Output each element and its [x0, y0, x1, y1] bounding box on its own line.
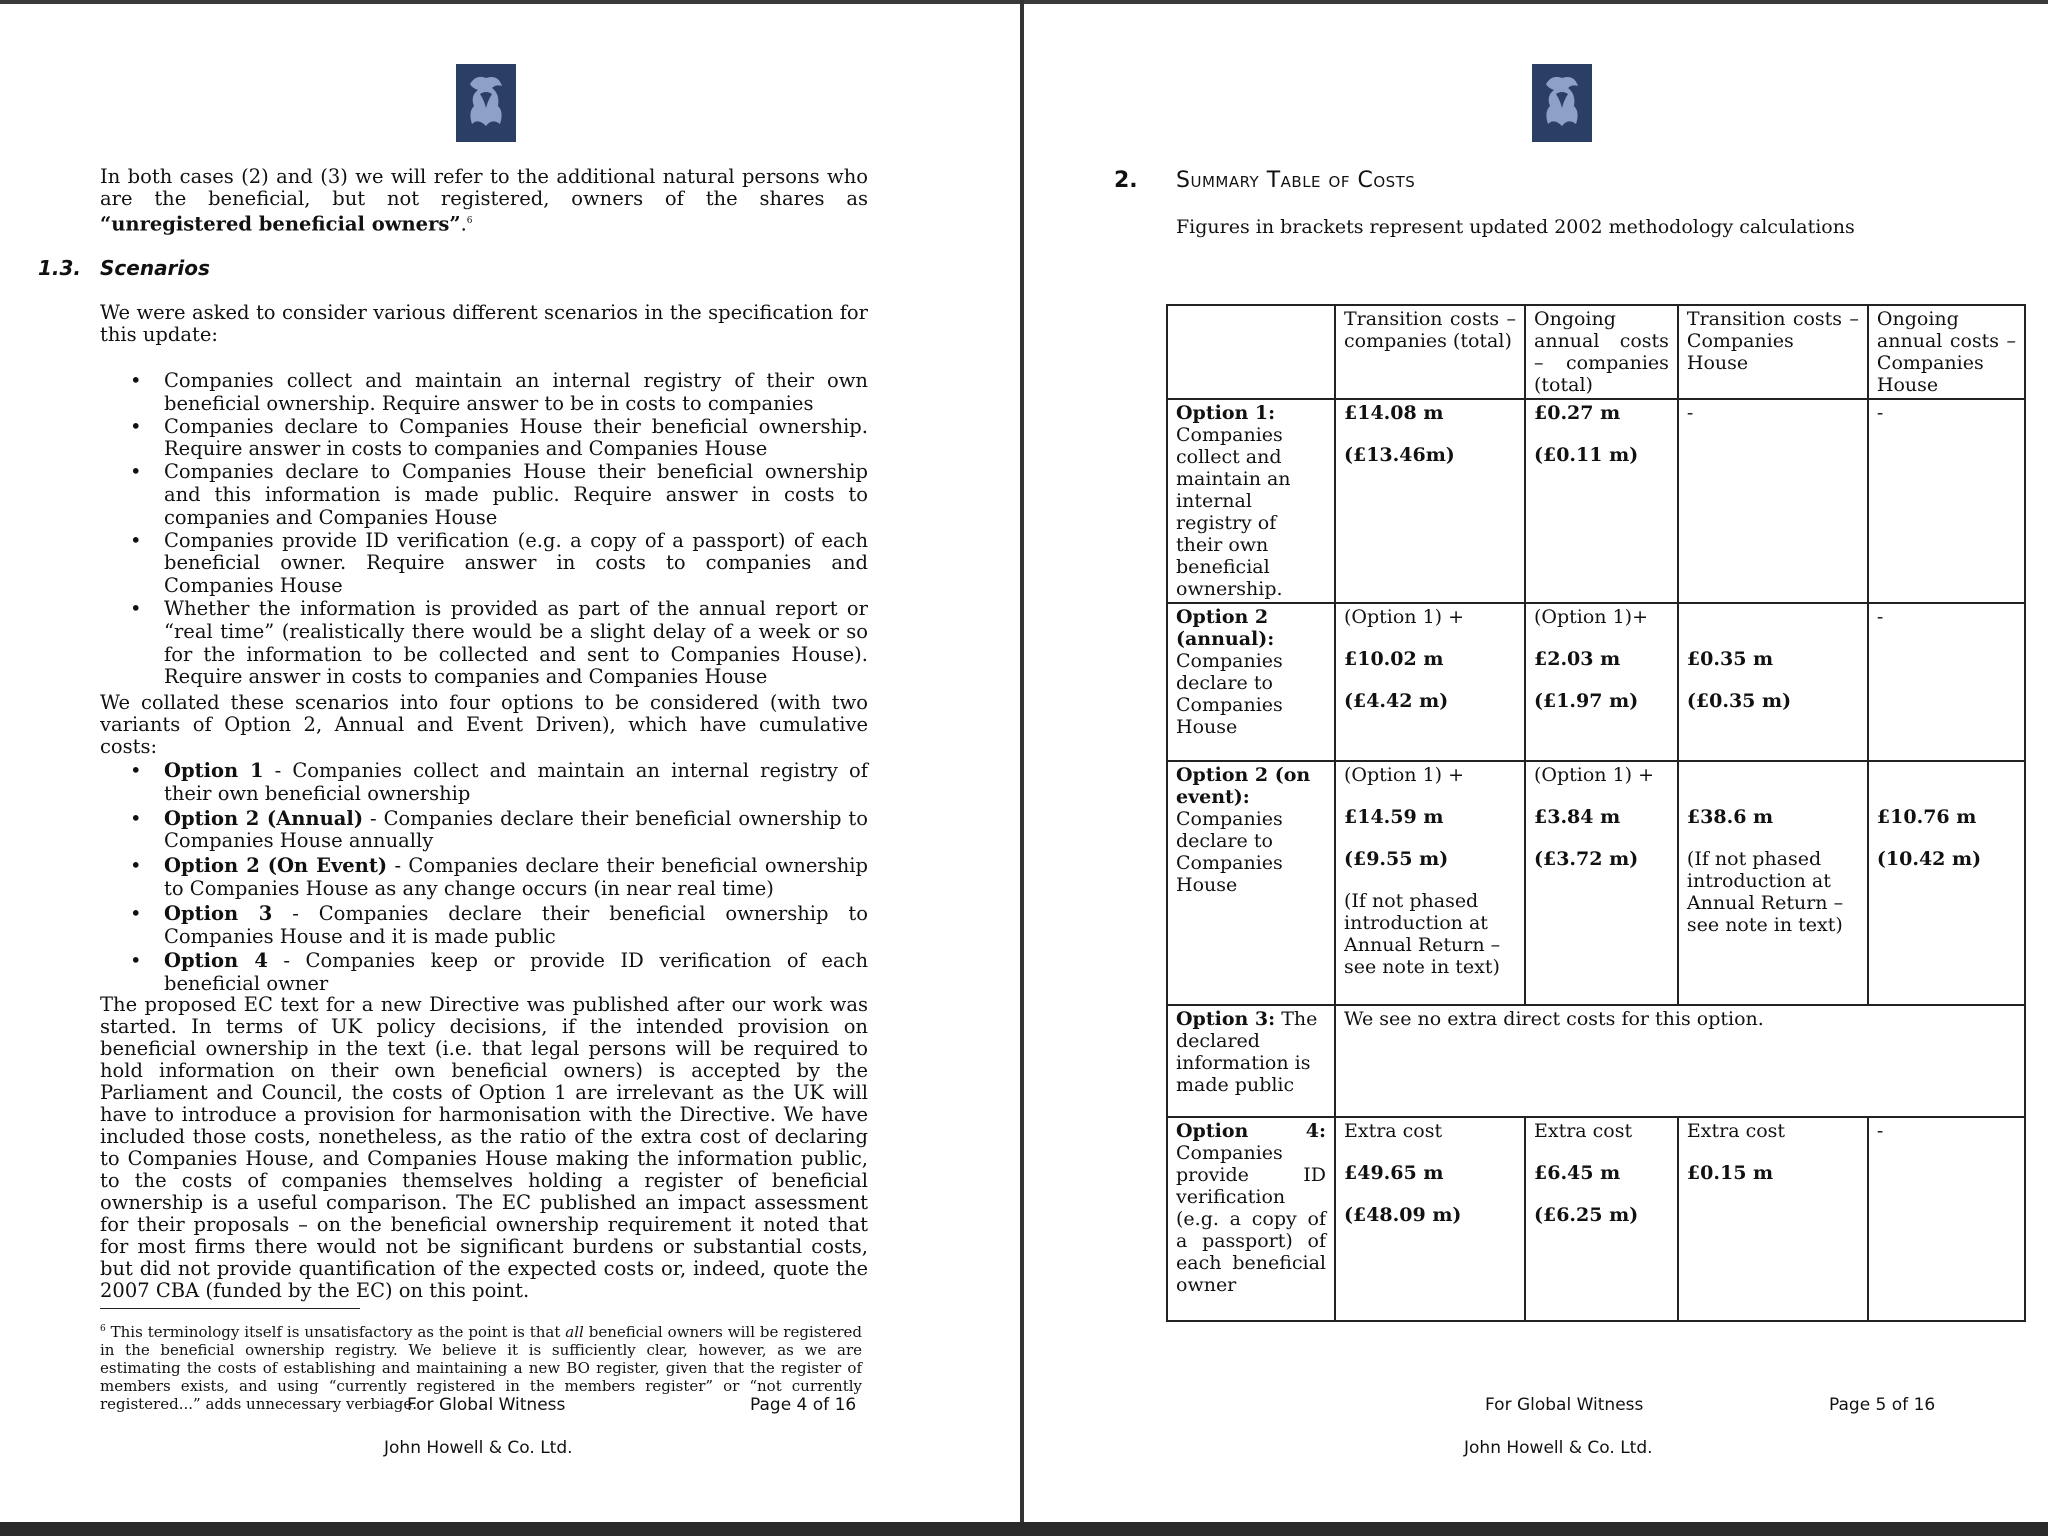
table-row	[1167, 761, 2025, 1005]
summary-costs-table	[1166, 304, 2026, 1322]
ec-text: The proposed EC text for a new Directive was published after our work was started. In terms of UK policy decisions, if the intended provision on beneficial ownership in the text (i.e. that legal persons will be required to hold information on their own beneficial owners) is accepted by the Parliament and Council, the costs of Option 1 are irrelevant as the UK will have to introduce a provision for harmonisation with the Directive. We have included those costs, nonetheless, as the ratio of the extra cost of declaring to Companies House, and Companies House making the information public, to the costs of companies themselves holding a register of beneficial ownership is a useful comparison. The EC published an impact assessment for their proposals – on the beneficial ownership requirement it noted that for most firms there would not be significant burdens or substantial costs, but did not provide quantification of the expected costs or, indeed, quote the 2007 CBA (funded by the EC) on this point.	[100, 993, 868, 1302]
table-cell: -	[1868, 399, 2025, 603]
document-page-5	[1024, 4, 2048, 1522]
asked-text: We were asked to consider various different scenarios in the specification for this update:	[100, 301, 868, 346]
table-header-cell: Ongoing annual costs – Companies House	[1868, 305, 2025, 399]
list-item: • Option 2 (Annual) - Companies declare their beneficial ownership to Companies House annually	[130, 806, 868, 853]
table-cell: Option 3: The declared information is made public	[1167, 1005, 1335, 1117]
crest-logo-icon	[456, 64, 516, 142]
table-cell: (Option 1) + £3.84 m (£3.72 m)	[1525, 761, 1678, 1005]
scenario-list	[100, 370, 868, 689]
option-list	[100, 760, 868, 998]
table-header-cell: Ongoing annual costs – companies (total)	[1525, 305, 1678, 399]
table-cell: Extra cost £0.15 m	[1678, 1117, 1868, 1321]
section-number: 1.3.	[38, 256, 82, 280]
list-item: • Option 1 - Companies collect and maintain an internal registry of their own beneficial ownership	[130, 759, 868, 805]
table-cell: Option 1: Companies collect and maintain an internal registry of their own beneficial ownership.	[1167, 399, 1335, 603]
table-row	[1167, 1005, 2025, 1117]
viewer-bottom-edge	[0, 1522, 2048, 1536]
section-number: 2.	[1114, 168, 1138, 193]
collated-text: We collated these scenarios into four options to be considered (with two variants of Option 2, Annual and Event Driven), which have cumulative costs:	[100, 691, 868, 758]
table-cell: (Option 1) + £10.02 m (£4.42 m)	[1335, 603, 1525, 761]
table-cell: Option 2 (on event): Companies declare to Companies House	[1167, 761, 1335, 1005]
table-cell: £38.6 m (If not phased introduction at Annual Return – see note in text)	[1678, 761, 1868, 1005]
table-header-cell	[1167, 305, 1335, 399]
table-cell: Extra cost £49.65 m (£48.09 m)	[1335, 1117, 1525, 1321]
intro-text: In both cases (2) and (3) we will refer to the additional natural persons who are the beneficial, but not registered, owners of the shares as	[100, 165, 868, 210]
table-cell: (Option 1)+ £2.03 m (£1.97 m)	[1525, 603, 1678, 761]
intro-bold-term: “unregistered beneficial owners”	[100, 212, 461, 236]
list-item: • Companies declare to Companies House their beneficial ownership. Require answer in costs to companies and Companies House	[130, 414, 868, 461]
table-cell: -	[1868, 1117, 2025, 1321]
table-cell: -	[1678, 399, 1868, 603]
asked-paragraph	[100, 302, 868, 346]
table-header-cell: Transition costs – Companies House	[1678, 305, 1868, 399]
table-row	[1167, 399, 2025, 603]
table-subtitle: Figures in brackets represent updated 2002 methodology calculations	[1176, 216, 1855, 238]
footer-company: John Howell & Co. Ltd.	[384, 1438, 573, 1458]
list-item: • Option 4 - Companies keep or provide ID verification of each beneficial owner	[130, 949, 869, 996]
table-cell: £0.27 m (£0.11 m)	[1525, 399, 1678, 603]
table-cell: Option 2 (annual): Companies declare to Companies House	[1167, 603, 1335, 761]
footer-page-number: Page 4 of 16	[750, 1395, 857, 1415]
footer-client: For Global Witness	[1485, 1395, 1644, 1415]
table-cell: -	[1868, 603, 2025, 761]
table-cell: Option 4: Companies provide ID verification (e.g. a copy of a passport) of each beneficial owner	[1167, 1117, 1335, 1321]
intro-paragraph	[100, 166, 868, 236]
table-header-row	[1167, 305, 2025, 399]
list-item: • Option 3 - Companies declare their beneficial ownership to Companies House and it is made public	[130, 901, 869, 948]
footnote: $^6$ This terminology itself is unsatisfactory as the point is that all beneficial owners will be registered in the beneficial ownership registry. We believe it is sufficiently clear, however, as we are estimating the costs of establishing and maintaining a new BO register, given that the register of members exists, and using “currently registered in the members register” or “not currently registered...” adds unnecessary verbiage.	[100, 1323, 862, 1413]
intro-text-end: .	[460, 212, 467, 236]
table-cell: (Option 1) + £14.59 m (£9.55 m) (If not phased introduction at Annual Return – see note in text)	[1335, 761, 1525, 1005]
footnote-divider	[100, 1308, 360, 1309]
table-cell: £10.76 m (10.42 m)	[1868, 761, 2025, 1005]
section-heading-scenarios	[38, 256, 210, 280]
table-cell: £14.08 m (£13.46m)	[1335, 399, 1525, 603]
footer-page-number: Page 5 of 16	[1829, 1395, 1936, 1415]
table-cell: £0.35 m (£0.35 m)	[1678, 603, 1868, 761]
footer-company: John Howell & Co. Ltd.	[1464, 1438, 1653, 1458]
table-row	[1167, 1117, 2025, 1321]
list-item: • Companies collect and maintain an internal registry of their own beneficial ownership. Require answer to be in costs to companies	[130, 369, 868, 415]
document-page-4	[0, 4, 1020, 1522]
section-heading-summary	[1114, 168, 1415, 193]
collated-paragraph	[100, 692, 868, 758]
footer-client: For Global Witness	[407, 1395, 566, 1415]
list-item: • Companies declare to Companies House their beneficial ownership and this information is made public. Require answer in costs to companies and Companies House	[130, 460, 868, 529]
table-cell: We see no extra direct costs for this option.	[1335, 1005, 2025, 1117]
table-row	[1167, 603, 2025, 761]
table-header-cell: Transition costs – companies (total)	[1335, 305, 1525, 399]
ec-paragraph	[100, 994, 868, 1302]
table-cell: Extra cost £6.45 m (£6.25 m)	[1525, 1117, 1678, 1321]
section-title: Scenarios	[100, 256, 210, 280]
list-item: • Whether the information is provided as part of the annual report or “real time” (realistically there would be a slight delay of a week or so for the information to be collected and sent to Companies House). Require answer in costs to companies and Companies House	[130, 596, 868, 689]
list-item: • Companies provide ID verification (e.g. a copy of a passport) of each beneficial owner. Require answer in costs to companies and Companies House	[130, 528, 868, 598]
section-title: Summary Table of Costs	[1176, 168, 1416, 193]
crest-logo-icon	[1532, 64, 1592, 142]
list-item: • Option 2 (On Event) - Companies declare their beneficial ownership to Companies House as any change occurs (in near real time)	[130, 854, 868, 900]
footnote-marker: 6	[466, 216, 473, 226]
